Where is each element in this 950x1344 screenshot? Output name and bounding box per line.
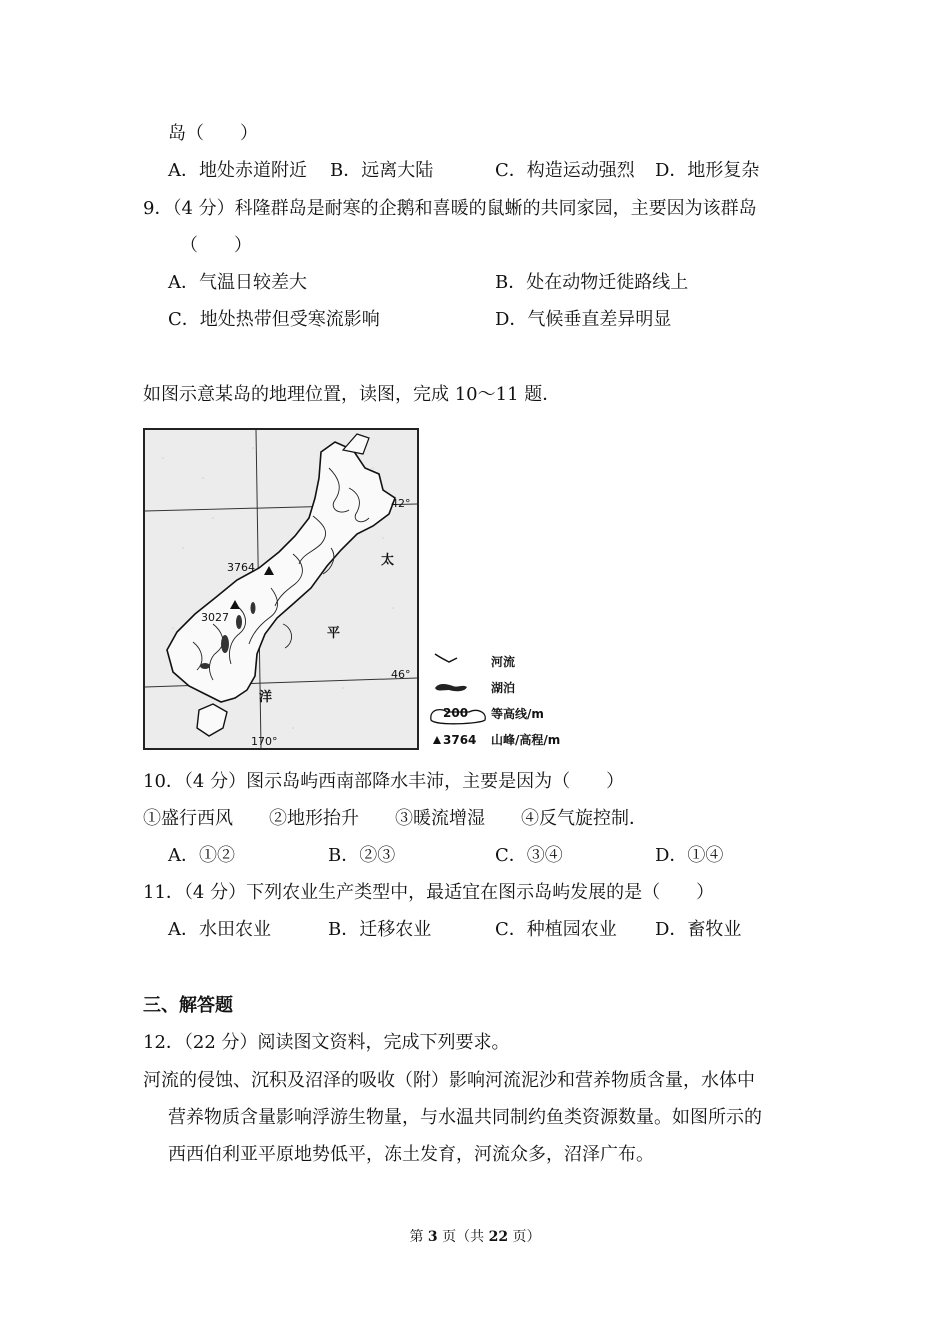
q11-option-b: B．迁移农业 <box>328 919 432 940</box>
latitude-label-46: 46° <box>391 668 411 681</box>
lake-icon <box>435 684 467 691</box>
q12-paragraph-line-3: 西西伯利亚平原地势低平，冻土发育，河流众多，沼泽广布。 <box>168 1144 654 1165</box>
q9-option-d: D．气候垂直差异明显 <box>495 309 672 330</box>
q9-option-b: B．处在动物迁徙路线上 <box>495 272 689 293</box>
map-intro: 如图示意某岛的地理位置，读图，完成 10～11 题． <box>143 384 561 405</box>
q8-stem-tail: 岛（ ） <box>168 123 258 144</box>
peak-label-2: 3027 <box>201 611 229 624</box>
q9-option-c: C．地处热带但受寒流影响 <box>168 309 380 330</box>
q10-option-b: B．②③ <box>328 845 396 866</box>
q9-option-a: A．气温日较差大 <box>168 272 307 293</box>
q11-option-c: C．种植园农业 <box>495 919 617 940</box>
q12-stem: 12．（22 分）阅读图文资料，完成下列要求。 <box>143 1032 510 1053</box>
q9-stem-cont: （ ） <box>180 235 252 256</box>
q11-stem: 11．（4 分）下列农业生产类型中，最适宜在图示岛屿发展的是（ ） <box>143 882 715 903</box>
ocean-char-3: 洋 <box>259 690 273 705</box>
page-footer <box>0 1228 950 1246</box>
map-legend <box>425 650 585 750</box>
legend-contour-value: 200 <box>443 706 469 720</box>
footer-prefix: 第 <box>409 1229 428 1245</box>
footer-total-pages: 22 <box>488 1229 509 1245</box>
q11-option-a: A．水田农业 <box>168 919 271 940</box>
q11-option-d: D．畜牧业 <box>655 919 742 940</box>
legend-contour-label: 等高线/m <box>491 707 544 721</box>
q10-option-c: C．③④ <box>495 845 563 866</box>
q10-option-d: D．①④ <box>655 845 724 866</box>
q8-option-a: A．地处赤道附近 <box>168 160 307 181</box>
ocean-char-2: 平 <box>327 626 341 641</box>
legend-peak-value: 3764 <box>443 733 477 747</box>
q8-option-b: B．远离大陆 <box>330 160 434 181</box>
q9-stem: 9．（4 分）科隆群岛是耐寒的企鹅和喜暖的鼠蜥的共同家园，主要因为该群岛 <box>143 198 757 219</box>
legend-river-label: 河流 <box>491 655 516 669</box>
q10-choices: ①盛行西风 ②地形抬升 ③暖流增湿 ④反气旋控制． <box>143 808 647 829</box>
q12-paragraph-line-1: 河流的侵蚀、沉积及沼泽的吸收（附）影响河流泥沙和营养物质含量，水体中 <box>143 1070 755 1091</box>
footer-mid: 页（共 <box>437 1229 489 1245</box>
footer-suffix: 页） <box>508 1229 541 1245</box>
footer-page-number: 3 <box>427 1229 438 1245</box>
peak-label-1: 3764 <box>227 561 255 574</box>
section-heading: 三、解答题 <box>143 995 233 1016</box>
latitude-label-42: 42° <box>391 497 411 510</box>
longitude-label-170: 170° <box>251 735 278 748</box>
q10-stem: 10．（4 分）图示岛屿西南部降水丰沛，主要是因为（ ） <box>143 771 625 792</box>
q12-paragraph-line-2: 营养物质含量影响浮游生物量，与水温共同制约鱼类资源数量。如图所示的 <box>168 1107 762 1128</box>
legend-lake-label: 湖泊 <box>491 681 516 695</box>
legend-peak-label: 山峰/高程/m <box>491 733 561 747</box>
q8-option-d: D．地形复杂 <box>655 160 760 181</box>
q8-option-c: C．构造运动强烈 <box>495 160 635 181</box>
ocean-char-1: 太 <box>381 553 395 568</box>
river-icon <box>435 654 457 662</box>
q10-option-a: A．①② <box>168 845 235 866</box>
island-map <box>143 428 419 750</box>
peak-icon <box>433 736 441 744</box>
